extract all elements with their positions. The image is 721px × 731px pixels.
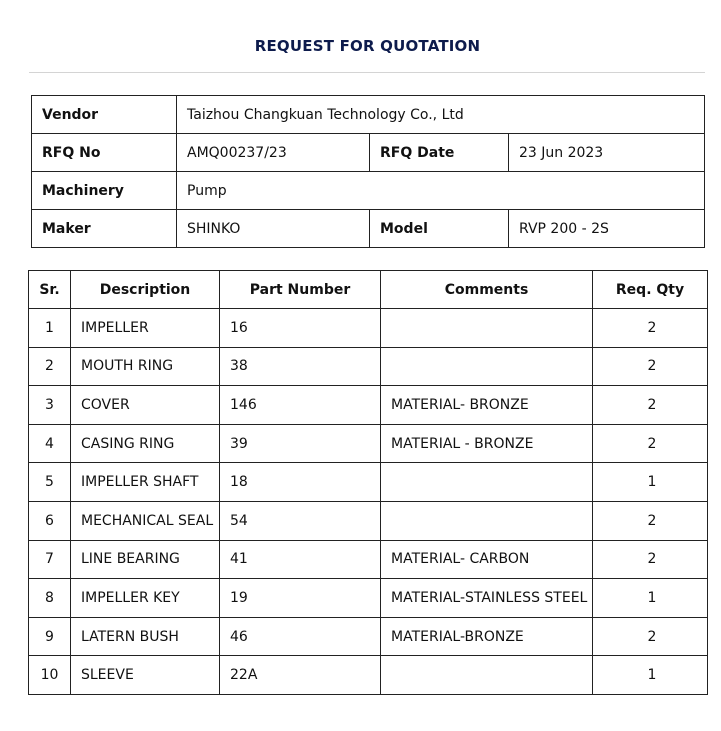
cell-qty: 2 (593, 424, 708, 463)
cell-qty: 1 (593, 656, 708, 695)
table-row (29, 579, 708, 618)
table-row (29, 347, 708, 386)
cell-description: MOUTH RING (71, 347, 220, 386)
rfq-no-value: AMQ00237/23 (177, 134, 370, 172)
cell-description: LINE BEARING (71, 540, 220, 579)
cell-sr: 2 (29, 347, 71, 386)
cell-qty: 2 (593, 386, 708, 425)
table-row (29, 309, 708, 348)
cell-part-number: 19 (220, 579, 381, 618)
title-divider (29, 72, 705, 73)
table-row (29, 463, 708, 502)
rfq-date-label: RFQ Date (370, 134, 509, 172)
table-row (29, 656, 708, 695)
cell-comments (381, 501, 593, 540)
cell-part-number: 38 (220, 347, 381, 386)
col-header-description: Description (71, 271, 220, 309)
table-row (29, 424, 708, 463)
col-header-sr: Sr. (29, 271, 71, 309)
col-header-req-qty: Req. Qty (593, 271, 708, 309)
rfq-row (32, 134, 705, 172)
cell-qty: 2 (593, 540, 708, 579)
cell-part-number: 41 (220, 540, 381, 579)
col-header-part-number: Part Number (220, 271, 381, 309)
cell-qty: 2 (593, 501, 708, 540)
cell-part-number: 39 (220, 424, 381, 463)
machinery-value: Pump (177, 172, 705, 210)
cell-sr: 4 (29, 424, 71, 463)
cell-comments: MATERIAL- BRONZE (381, 386, 593, 425)
cell-part-number: 16 (220, 309, 381, 348)
cell-sr: 1 (29, 309, 71, 348)
cell-comments (381, 463, 593, 502)
table-row (29, 501, 708, 540)
maker-label: Maker (32, 210, 177, 248)
cell-qty: 1 (593, 463, 708, 502)
cell-comments: MATERIAL-STAINLESS STEEL (381, 579, 593, 618)
col-header-comments: Comments (381, 271, 593, 309)
cell-comments (381, 347, 593, 386)
cell-part-number: 18 (220, 463, 381, 502)
rfq-date-value: 23 Jun 2023 (509, 134, 705, 172)
cell-comments: MATERIAL - BRONZE (381, 424, 593, 463)
cell-sr: 9 (29, 617, 71, 656)
items-header-row (29, 271, 708, 309)
cell-sr: 5 (29, 463, 71, 502)
cell-description: COVER (71, 386, 220, 425)
table-row (29, 540, 708, 579)
cell-comments: MATERIAL-BRONZE (381, 617, 593, 656)
model-label: Model (370, 210, 509, 248)
cell-description: IMPELLER (71, 309, 220, 348)
cell-description: IMPELLER SHAFT (71, 463, 220, 502)
cell-sr: 10 (29, 656, 71, 695)
cell-qty: 2 (593, 347, 708, 386)
vendor-label: Vendor (32, 96, 177, 134)
maker-value: SHINKO (177, 210, 370, 248)
cell-description: IMPELLER KEY (71, 579, 220, 618)
page-title: REQUEST FOR QUOTATION (254, 37, 481, 55)
items-table (28, 270, 708, 695)
cell-part-number: 46 (220, 617, 381, 656)
cell-description: MECHANICAL SEAL (71, 501, 220, 540)
model-value: RVP 200 - 2S (509, 210, 705, 248)
cell-sr: 7 (29, 540, 71, 579)
cell-part-number: 146 (220, 386, 381, 425)
machinery-label: Machinery (32, 172, 177, 210)
machinery-row (32, 172, 705, 210)
cell-sr: 3 (29, 386, 71, 425)
cell-part-number: 22A (220, 656, 381, 695)
cell-part-number: 54 (220, 501, 381, 540)
cell-description: LATERN BUSH (71, 617, 220, 656)
cell-sr: 8 (29, 579, 71, 618)
cell-sr: 6 (29, 501, 71, 540)
vendor-row (32, 96, 705, 134)
cell-description: CASING RING (71, 424, 220, 463)
maker-row (32, 210, 705, 248)
rfq-info-table (31, 95, 705, 248)
cell-comments (381, 309, 593, 348)
cell-qty: 2 (593, 309, 708, 348)
cell-description: SLEEVE (71, 656, 220, 695)
table-row (29, 386, 708, 425)
cell-comments (381, 656, 593, 695)
cell-qty: 2 (593, 617, 708, 656)
cell-qty: 1 (593, 579, 708, 618)
vendor-value: Taizhou Changkuan Technology Co., Ltd (177, 96, 705, 134)
rfq-no-label: RFQ No (32, 134, 177, 172)
table-row (29, 617, 708, 656)
cell-comments: MATERIAL- CARBON (381, 540, 593, 579)
